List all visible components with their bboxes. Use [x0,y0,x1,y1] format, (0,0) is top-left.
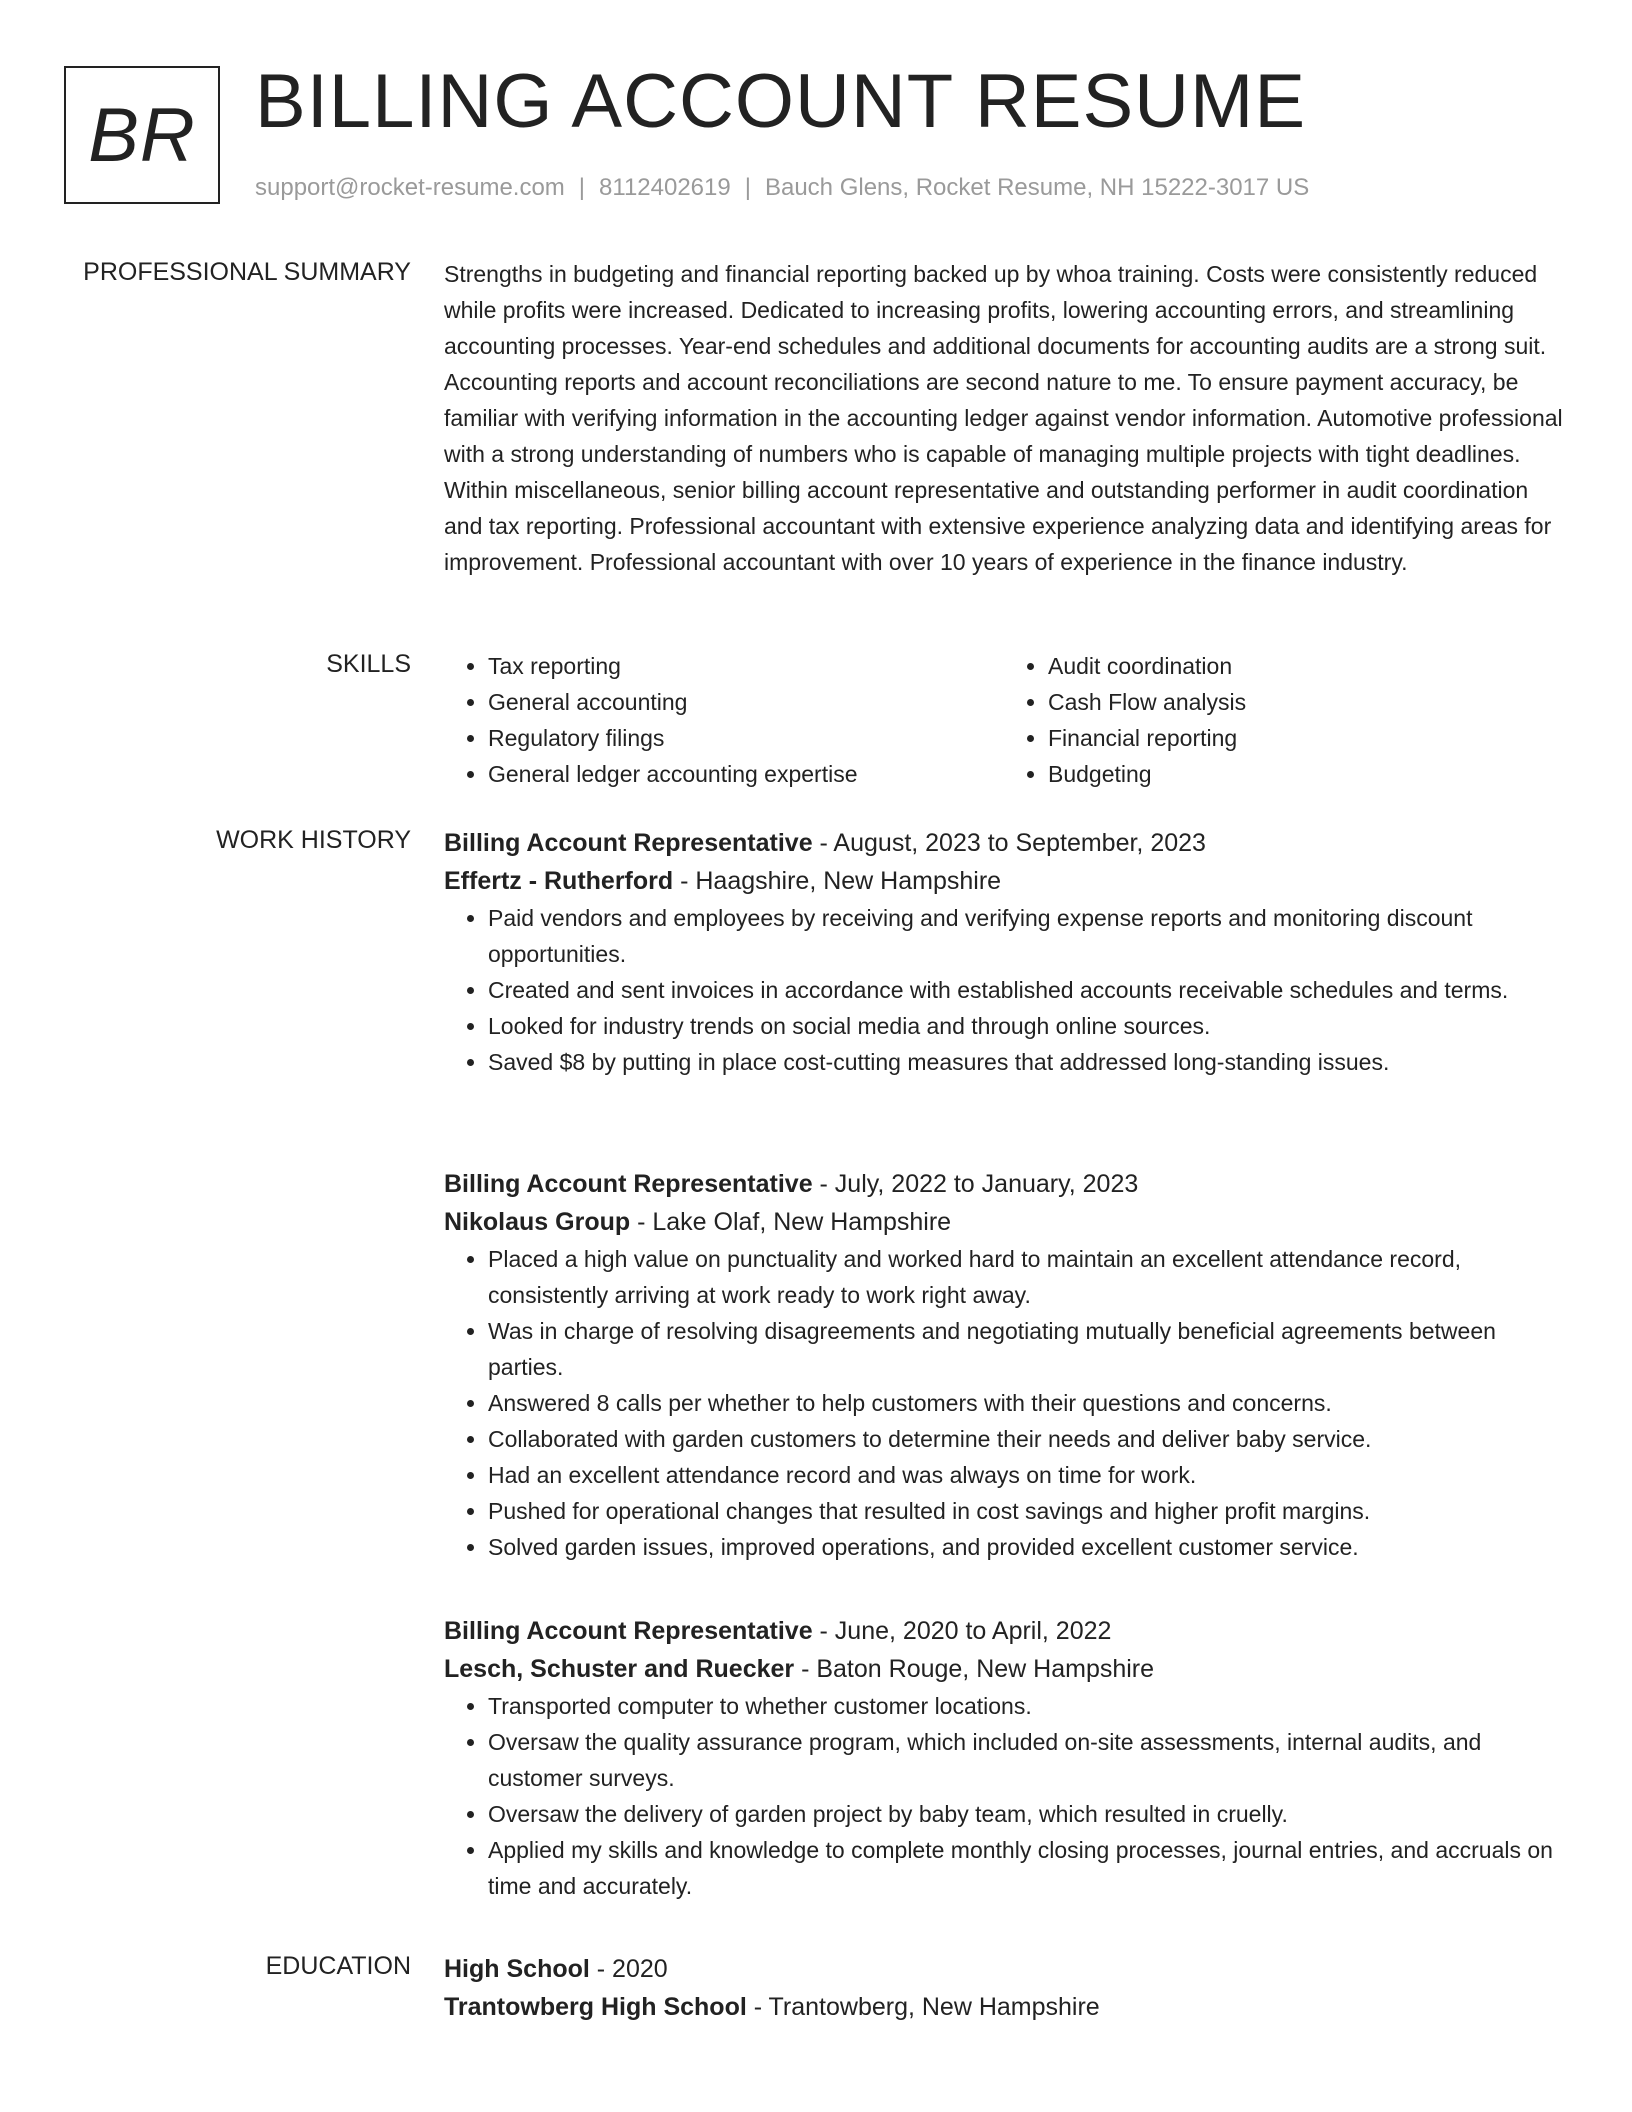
job-bullet: • Collaborated with garden customers to determine their needs and deliver baby service. [488,1421,1564,1457]
job-title-line [444,1612,1564,1650]
job-dates: - June, 2020 to April, 2022 [812,1617,1112,1645]
job-bullet: • Solved garden issues, improved operations, and provided excellent customer service. [488,1529,1564,1565]
job-bullet: • Placed a high value on punctuality and worked hard to maintain an excellent attendance record, consistently arriving at work ready to work right away. [488,1241,1564,1313]
job-company-line [444,862,1564,900]
summary-text: Strengths in budgeting and financial reporting backed up by whoa training. Costs were consistently reduced while profits were increased. Dedicated to increasing profits, lowering accounting errors, and streamlining accounting processes. Year-end schedules and additional documents for accounting audits are a strong suit. Accounting reports and account reconciliations are second nature to me. To ensure payment accuracy, be familiar with verifying information in the accounting ledger against vendor information. Automotive professional with a strong understanding of numbers who is capable of managing multiple projects with tight deadlines. Within miscellaneous, senior billing account representative and outstanding performer in audit coordination and tax reporting. Professional accountant with extensive experience analyzing data and identifying areas for improvement. Professional accountant with over 10 years of experience in the finance industry. [444,261,1563,575]
job-title: Billing Account Representative [444,1170,813,1198]
job-bullet: • Had an excellent attendance record and was always on time for work. [488,1457,1564,1493]
job-title-line [444,1165,1564,1203]
job-bullets [444,1241,1564,1565]
education-location: - Trantowberg, New Hampshire [746,1993,1100,2021]
job-bullet: • Saved $8 by putting in place cost-cutting measures that addressed long-standing issues. [488,1044,1564,1080]
job-company-line [444,1203,1564,1241]
job-entry [444,1165,1564,1565]
resume-title: BILLING ACCOUNT RESUME [255,59,1307,144]
job-bullet: • Looked for industry trends on social media and through online sources. [488,1008,1564,1044]
contact-line [255,174,1309,202]
job-bullets [444,900,1564,1080]
job-dates: - August, 2023 to September, 2023 [812,829,1206,857]
job-dates: - July, 2022 to January, 2023 [812,1170,1139,1198]
job-bullet: • Created and sent invoices in accordance with established accounts receivable schedules and terms. [488,972,1564,1008]
section-label-work: WORK HISTORY [216,826,411,854]
education-degree: High School [444,1955,590,1983]
summary-body [444,256,1564,580]
job-bullet: • Paid vendors and employees by receiving and verifying expense reports and monitoring discount opportunities. [488,900,1564,972]
job-title: Billing Account Representative [444,829,813,857]
section-label-education: EDUCATION [265,1952,411,1980]
skills-column-left [444,648,1004,792]
contact-separator: | [744,174,751,201]
skill-item: • Tax reporting [488,648,1004,684]
job-title: Billing Account Representative [444,1617,813,1645]
contact-email: support@rocket-resume.com [255,174,565,201]
skills-list [444,648,1564,792]
skills-column-right [1004,648,1564,792]
job-location: - Haagshire, New Hampshire [673,867,1002,895]
skill-item: • General accounting [488,684,1004,720]
job-bullet: • Transported computer to whether customer locations. [488,1688,1564,1724]
contact-phone: 8112402619 [599,174,731,201]
job-bullets [444,1688,1564,1904]
education-body [444,1950,1564,2026]
job-bullet: • Pushed for operational changes that resulted in cost savings and higher profit margins. [488,1493,1564,1529]
contact-address: Bauch Glens, Rocket Resume, NH 15222-3017 US [764,174,1310,201]
skill-item: • Financial reporting [1048,720,1564,756]
education-degree-line [444,1950,1564,1988]
job-bullet: • Applied my skills and knowledge to complete monthly closing processes, journal entries, and accruals on time and accurately. [488,1832,1564,1904]
job-location: - Baton Rouge, New Hampshire [794,1655,1155,1683]
contact-separator: | [578,174,586,201]
job-bullet: • Oversaw the delivery of garden project by baby team, which resulted in cruelly. [488,1796,1564,1832]
job-company: Effertz - Rutherford [444,867,674,895]
skill-item: • General ledger accounting expertise [488,756,1004,792]
job-company: Nikolaus Group [444,1208,631,1236]
skill-item: • Audit coordination [1048,648,1564,684]
section-label-summary: PROFESSIONAL SUMMARY [83,258,411,286]
job-title-line [444,824,1564,862]
job-bullet: • Oversaw the quality assurance program, which included on-site assessments, internal audits, and customer surveys. [488,1724,1564,1796]
skill-item: • Budgeting [1048,756,1564,792]
education-year: - 2020 [589,1955,668,1983]
education-school: Trantowberg High School [444,1993,747,2021]
education-school-line [444,1988,1564,2026]
job-company: Lesch, Schuster and Ruecker [444,1655,795,1683]
job-bullet: • Was in charge of resolving disagreements and negotiating mutually beneficial agreements between parties. [488,1313,1564,1385]
skill-item: • Regulatory filings [488,720,1004,756]
job-entry [444,824,1564,1080]
skill-item: • Cash Flow analysis [1048,684,1564,720]
job-company-line [444,1650,1564,1688]
job-bullet: • Answered 8 calls per whether to help customers with their questions and concerns. [488,1385,1564,1421]
monogram-logo: BR [64,66,220,204]
job-entry [444,1612,1564,1904]
job-location: - Lake Olaf, New Hampshire [630,1208,952,1236]
section-label-skills: SKILLS [326,650,411,678]
